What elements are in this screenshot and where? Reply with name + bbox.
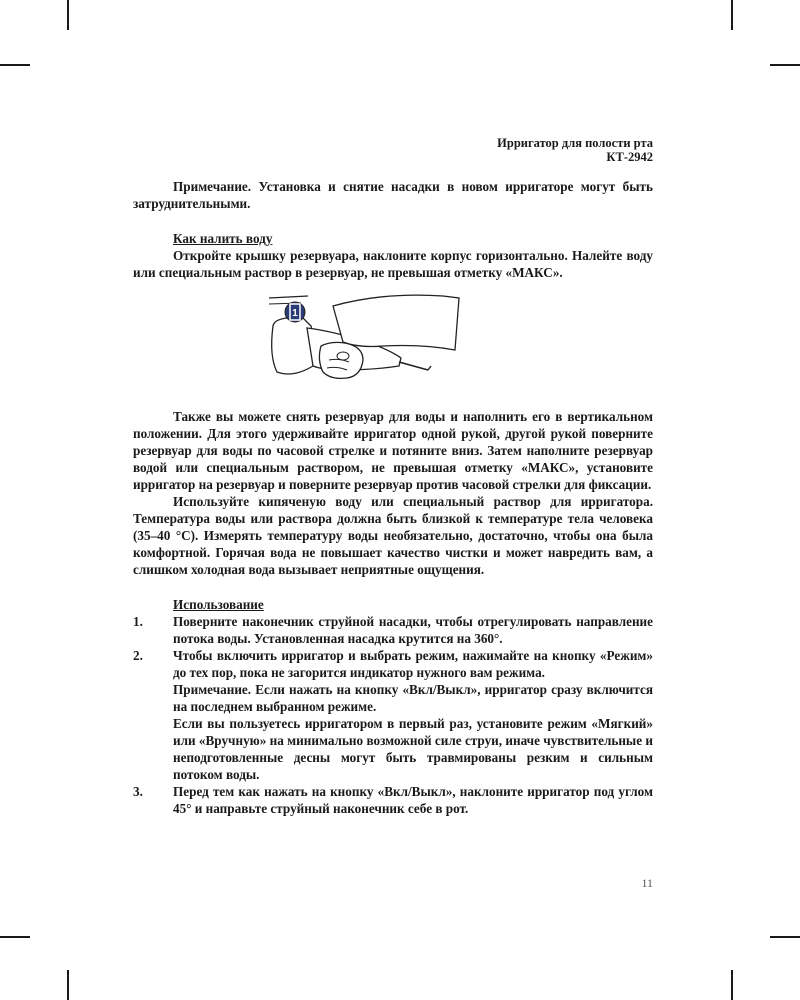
list-item <box>133 613 653 647</box>
first-use-paragraph: Если вы пользуетесь ирригатором в первый раз, установите режим «Мягкий» или «Вручную» на минимально возможной силе струи, иначе чувствительные и неподготовленные десны могут быть травмированы резким и сильным потоком воды. <box>173 716 653 782</box>
list-item <box>133 783 653 817</box>
running-header <box>133 136 653 164</box>
list-item-number: 3. <box>133 784 143 799</box>
crop-mark-left-top <box>0 64 30 66</box>
note-label: Примечание <box>173 682 248 697</box>
crop-mark-left-bottom <box>0 936 30 938</box>
note-paragraph <box>133 178 653 212</box>
crop-mark-bottom-right <box>731 970 733 1000</box>
note-paragraph <box>133 681 653 715</box>
note-text: . Если нажать на кнопку «Вкл/Выкл», ирригатор сразу включится на последнем выбранном режиме. <box>173 682 653 714</box>
list-item-number: 2. <box>133 648 143 663</box>
svg-text:1: 1 <box>292 308 298 319</box>
paragraph-vertical-fill: Также вы можете снять резервуар для воды и наполнить его в вертикальном положении. Для этого удерживайте ирригатор одной рукой, другой рукой поверните резервуар для воды по часовой стрелке и потяните вниз. Затем наполните резервуар водой или специальным раствором, не превышая отметку «МАКС», установите ирригатор на резервуар и поверните резервуар против часовой стрелки для фиксации. <box>133 409 653 492</box>
paragraph-fill-water: Откройте крышку резервуара, наклоните корпус горизонтально. Налейте воду или специальным раствор в резервуар, не превышая отметку «МАКС». <box>133 248 653 280</box>
list-item-text: Чтобы включить ирригатор и выбрать режим, нажимайте на кнопку «Режим» до тех пор, пока не загорится индикатор нужного вам режима. <box>173 648 653 680</box>
header-product-name: Ирригатор для полости рта <box>497 136 653 150</box>
list-item-text: Поверните наконечник струйной насадки, чтобы отрегулировать направление потока воды. Установленная насадка крутится на 360°. <box>173 614 653 646</box>
usage-steps-list <box>133 613 653 817</box>
list-item <box>133 647 653 681</box>
figure <box>133 286 653 404</box>
note-text: Установка и снятие насадки в новом ирригаторе могут быть затруднительными. <box>133 179 653 211</box>
section-heading-usage: Использование <box>173 597 264 612</box>
list-item-text: Перед тем как нажать на кнопку «Вкл/Выкл», наклоните ирригатор под углом 45° и направьте струйный наконечник себе в рот. <box>173 784 653 816</box>
crop-mark-bottom-left <box>67 970 69 1000</box>
crop-mark-top-right <box>731 0 733 30</box>
page-number: 11 <box>641 876 653 890</box>
crop-mark-right-top <box>770 64 800 66</box>
crop-mark-top-left <box>67 0 69 30</box>
crop-mark-right-bottom <box>770 936 800 938</box>
document-page <box>133 136 653 817</box>
section-heading-fill-water: Как налить воду <box>173 231 273 246</box>
note-label: Примечание. <box>173 179 252 194</box>
list-item-number: 1. <box>133 614 143 629</box>
hand-holding-irrigator-illustration <box>263 286 463 404</box>
header-model: КТ-2942 <box>606 150 653 164</box>
paragraph-water-temperature: Используйте кипяченую воду или специальный раствор для ирригатора. Температура воды или раствора должна быть близкой к температуре тела человека (35–40 °С). Измерять температуру воды необязательно, достаточно, чтобы она была комфортной. Горячая вода не повышает качество чистки и может навредить вам, а слишком холодная вода вызывает неприятные ощущения. <box>133 494 653 577</box>
